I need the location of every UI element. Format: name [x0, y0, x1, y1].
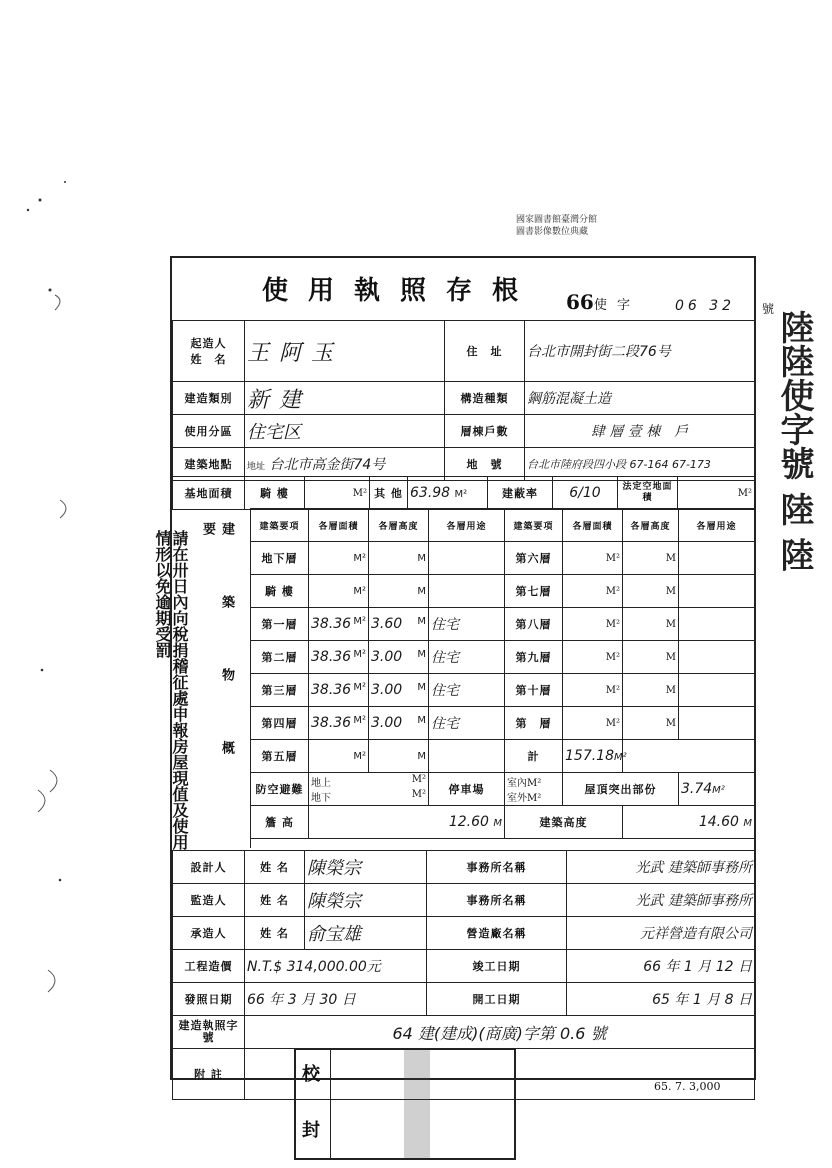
- seal-box: [294, 1048, 516, 1160]
- person-row: [173, 884, 755, 917]
- floor-rows: [251, 542, 755, 773]
- zone-value: 住宅区: [245, 415, 445, 448]
- check-label: 校: [302, 1064, 320, 1085]
- info-table: [172, 320, 755, 481]
- floor-use-right: [679, 542, 755, 575]
- floor-unit-right: M²: [563, 641, 623, 674]
- open-space-unit: M²: [678, 477, 755, 510]
- floors-label: 層棟戶數: [445, 415, 525, 448]
- parking-values: [505, 773, 563, 806]
- reminder-note: 請在卅日內向稅捐稽征處申報房屋現值及使用情形以免逾期受罰: [153, 530, 189, 850]
- parking-label: 停車場: [429, 773, 505, 806]
- col-header-area-right: 各層面積: [563, 509, 623, 542]
- floor-unit-right: M: [623, 542, 679, 575]
- builder-label: 起造人 姓 名: [173, 321, 245, 382]
- permit-number: 66使 字: [566, 290, 633, 314]
- lot-value: 台北市陸府段四小段 67-164 67-173: [525, 448, 755, 481]
- permit-form: [170, 256, 756, 1080]
- structure-value: 鋼筋混凝土造: [525, 382, 755, 415]
- coverage-label: 建蔽率: [488, 477, 553, 510]
- person-org-label: 事務所名稱: [427, 884, 567, 917]
- lot-label: 地 號: [445, 448, 525, 481]
- bheight-value: 14.60 M: [623, 806, 755, 839]
- shelter-above: 地上 M²: [311, 774, 426, 789]
- floor-name: 第二層: [251, 641, 309, 674]
- issue-label: 發照日期: [173, 983, 245, 1016]
- floor-unit-right: M: [623, 608, 679, 641]
- total-empty: [623, 740, 755, 773]
- floor-area: 38.36 M²: [309, 608, 369, 641]
- floor-area: M²: [309, 542, 369, 575]
- person-name: 俞宝雄: [305, 917, 427, 950]
- completion-label: 竣工日期: [427, 950, 567, 983]
- other-label: 其 他: [370, 477, 408, 510]
- roof-label: 屋頂突出部份: [563, 773, 679, 806]
- permit-value: 64 建(建成)(商廣)字第 0.6 號: [245, 1016, 755, 1049]
- parking-indoor: 室內M²: [507, 778, 542, 789]
- col-header-use-right: 各層用途: [679, 509, 755, 542]
- floor-use-right: [679, 575, 755, 608]
- structure-label: 構造種類: [445, 382, 525, 415]
- issue-value: 66 年 3 月 30 日: [245, 983, 427, 1016]
- floor-height: M: [369, 575, 429, 608]
- floor-name-right: 第八層: [505, 608, 563, 641]
- person-name: 陳榮宗: [305, 884, 427, 917]
- roof-value: 3.74M²: [679, 773, 755, 806]
- floor-height: 3.00 M: [369, 707, 429, 740]
- floor-name: 第五層: [251, 740, 309, 773]
- floor-use: [429, 542, 505, 575]
- person-org-label: 營造廠名稱: [427, 917, 567, 950]
- col-header-area: 各層面積: [309, 509, 369, 542]
- cost-label: 工程造價: [173, 950, 245, 983]
- floor-name: 騎 樓: [251, 575, 309, 608]
- floor-use-right: [679, 641, 755, 674]
- floor-name: 第四層: [251, 707, 309, 740]
- floor-height: M: [369, 740, 429, 773]
- address-value: 台北市開封街二段76号: [525, 321, 755, 382]
- builder-name: 王阿玉: [245, 321, 445, 382]
- completion-value: 66 年 1 月 12 日: [567, 950, 755, 983]
- floor-name: 第三層: [251, 674, 309, 707]
- address-label: 住 址: [445, 321, 525, 382]
- person-row: [173, 917, 755, 950]
- col-header-height: 各層高度: [369, 509, 429, 542]
- person-org-label: 事務所名稱: [427, 851, 567, 884]
- floor-height: 3.00 M: [369, 674, 429, 707]
- seal-label: 封: [302, 1120, 320, 1141]
- other-value: 63.98 M²: [408, 477, 488, 510]
- person-org: 光武 建築師事務所: [567, 884, 755, 917]
- floor-unit-right: M²: [563, 674, 623, 707]
- floor-use: [429, 740, 505, 773]
- parking-outdoor: 室外M²: [507, 793, 542, 804]
- print-run: 65. 7. 3,000: [654, 1080, 721, 1093]
- floor-use-right: [679, 608, 755, 641]
- person-name-label: 姓 名: [245, 851, 305, 884]
- floor-height: 3.00 M: [369, 641, 429, 674]
- floor-use-right: [679, 674, 755, 707]
- floor-unit-right: M: [623, 707, 679, 740]
- floor-unit-right: M: [623, 575, 679, 608]
- floor-use: 住宅: [429, 707, 505, 740]
- person-org: 元祥營造有限公司: [567, 917, 755, 950]
- col-header-height-right: 各層高度: [623, 509, 679, 542]
- base-area-table: [172, 476, 755, 510]
- shelter-label: 防空避難: [251, 773, 309, 806]
- floors-value: 肆 層 壹 棟 戶: [525, 415, 755, 448]
- people-rows: [173, 851, 755, 950]
- floor-row: [251, 608, 755, 641]
- floor-unit-right: M²: [563, 575, 623, 608]
- floor-area: 38.36 M²: [309, 641, 369, 674]
- floor-use-right: [679, 707, 755, 740]
- eave-label: 簷 高: [251, 806, 309, 839]
- person-role: 設計人: [173, 851, 245, 884]
- shelter-values: [309, 773, 429, 806]
- base-area-label: 基地面積: [173, 477, 245, 510]
- type-label: 建造類別: [173, 382, 245, 415]
- form-title: 使用執照存根: [262, 276, 539, 306]
- site-label: 建築地點: [173, 448, 245, 481]
- eave-value: 12.60 M: [309, 806, 505, 839]
- floor-name-right: 第 層: [505, 707, 563, 740]
- floor-row: [251, 740, 755, 773]
- person-row: [173, 851, 755, 884]
- floor-height: M: [369, 542, 429, 575]
- floor-use: 住宅: [429, 641, 505, 674]
- permit-serial: 06 32: [675, 298, 736, 314]
- person-role: 承造人: [173, 917, 245, 950]
- floor-unit-right: M²: [563, 707, 623, 740]
- floor-area: M²: [309, 575, 369, 608]
- floor-unit-right: M: [623, 641, 679, 674]
- margin-speckles: [20, 170, 80, 1070]
- arcade-label: 騎 樓: [245, 477, 305, 510]
- coverage-value: 6/10: [553, 477, 618, 510]
- floor-height: 3.60 M: [369, 608, 429, 641]
- total-value: 157.18M²: [563, 740, 623, 773]
- floor-table: [250, 508, 755, 839]
- floor-row: [251, 575, 755, 608]
- person-name-label: 姓 名: [245, 884, 305, 917]
- arcade-unit: M²: [305, 477, 370, 510]
- col-header-item: 建築要項: [251, 509, 309, 542]
- floor-name: 第一層: [251, 608, 309, 641]
- cost-value: N.T.$ 314,000.00元: [245, 950, 427, 983]
- permit-label: 建造執照字號: [173, 1016, 245, 1049]
- person-name-label: 姓 名: [245, 917, 305, 950]
- floor-row: [251, 707, 755, 740]
- start-value: 65 年 1 月 8 日: [567, 983, 755, 1016]
- floor-unit-right: M²: [563, 608, 623, 641]
- col-header-use: 各層用途: [429, 509, 505, 542]
- floor-area: M²: [309, 740, 369, 773]
- floor-name-right: 第七層: [505, 575, 563, 608]
- zone-label: 使用分區: [173, 415, 245, 448]
- note-label: 附 註: [173, 1049, 245, 1100]
- floor-row: [251, 674, 755, 707]
- site-value: 地址 台北市高金街74号: [245, 448, 445, 481]
- floor-area: 38.36 M²: [309, 674, 369, 707]
- building-section: [172, 508, 251, 848]
- floor-use: [429, 575, 505, 608]
- floor-name-right: 第十層: [505, 674, 563, 707]
- building-section-label: 建築物概要: [200, 522, 234, 814]
- floor-name-right: 第九層: [505, 641, 563, 674]
- edge-stamp-marks: 陸陸使字號 陸 陸: [774, 310, 814, 572]
- col-header-item-right: 建築要項: [505, 509, 563, 542]
- floor-area: 38.36 M²: [309, 707, 369, 740]
- start-label: 開工日期: [427, 983, 567, 1016]
- person-role: 監造人: [173, 884, 245, 917]
- floor-unit-right: M: [623, 674, 679, 707]
- library-stamp: 國家圖書館臺灣分館 圖書影像數位典藏: [516, 215, 598, 237]
- floor-row: [251, 542, 755, 575]
- permit-suffix: 號: [762, 302, 775, 316]
- floor-use: 住宅: [429, 674, 505, 707]
- total-label: 計: [505, 740, 563, 773]
- bheight-label: 建築高度: [505, 806, 623, 839]
- floor-unit-right: M²: [563, 542, 623, 575]
- floor-use: 住宅: [429, 608, 505, 641]
- type-value: 新建: [245, 382, 445, 415]
- floor-name: 地下層: [251, 542, 309, 575]
- floor-row: [251, 641, 755, 674]
- person-org: 光武 建築師事務所: [567, 851, 755, 884]
- person-name: 陳榮宗: [305, 851, 427, 884]
- open-space-label: 法定空地面積: [618, 477, 678, 510]
- shelter-below: 地下 M²: [311, 789, 426, 804]
- floor-name-right: 第六層: [505, 542, 563, 575]
